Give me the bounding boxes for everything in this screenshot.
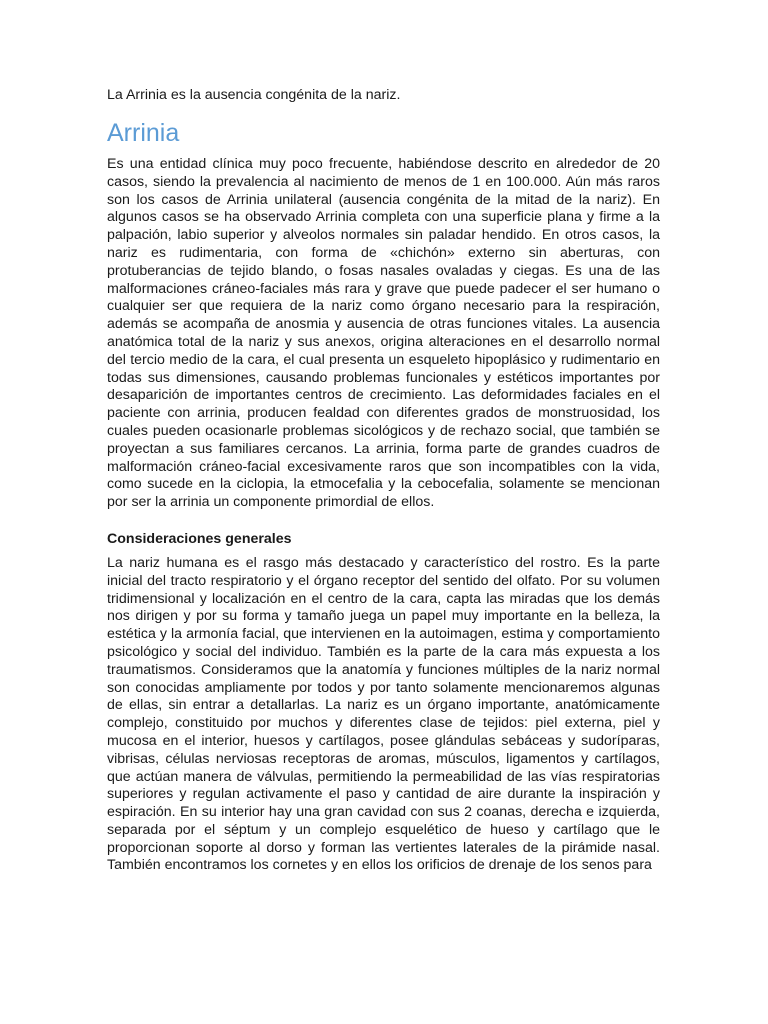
- intro-sentence: La Arrinia es la ausencia congénita de la nariz.: [107, 87, 401, 103]
- document-page: [107, 86, 660, 875]
- paragraph-intro-arrinia: Es una entidad clínica muy poco frecuente, habiéndose descrito en alrededor de 20 casos, siendo la prevalencia al nacimiento de menos de 1 en 100.000. Aún más raros son los casos de Arrinia unilateral (ausencia congénita de la mitad de la nariz). En algunos casos se ha observado Arrinia completa con una superficie plana y firme a la palpación, labio superior y alveolos normales sin paladar hendido. En otros casos, la nariz es rudimentaria, con forma de «chichón» externo sin aberturas, con protuberancias de tejido blando, o fosas nasales ovaladas y ciegas. Es una de las malformaciones cráneo-faciales más rara y grave que puede padecer el ser humano o cualquier ser que requiera de la nariz como órgano necesario para la respiración, además se acompaña de anosmia y ausencia de otras funciones vitales. La ausencia anatómica total de la nariz y sus anexos, origina alteraciones en el desarrollo normal del tercio medio de la cara, el cual presenta un esqueleto hipoplásico y rudimentario en todas sus dimensiones, causando problemas funcionales y estéticos importantes por desaparición de importantes centros de crecimiento. Las deformidades faciales en el paciente con arrinia, producen fealdad con diferentes grados de monstruosidad, los cuales pueden ocasionarle problemas sicológicos y de rechazo social, que también se proyectan a sus familiares cercanos. La arrinia, forma parte de grandes cuadros de malformación cráneo-facial excesivamente raros que son incompatibles con la vida, como sucede en la ciclopia, la etmocefalia y la cebocefalia, solamente se mencionan por ser la arrinia un componente primordial de ellos.: [107, 156, 660, 511]
- paragraph-general-considerations: La nariz humana es el rasgo más destacado y característico del rostro. Es la parte inicial del tracto respiratorio y el órgano receptor del sentido del olfato. Por su volumen tridimensional y localización en el centro de la cara, capta las miradas que los demás nos dirigen y por su forma y tamaño juega un papel muy importante en la belleza, la estética y la armonía facial, que intervienen en la autoimagen, estima y comportamiento psicológico y social del individuo. También es la parte de la cara más expuesta a los traumatismos. Consideramos que la anatomía y funciones múltiples de la nariz normal son conocidas ampliamente por todos y por tanto solamente mencionaremos algunas de ellas, sin entrar a detallarlas. La nariz es un órgano importante, anatómicamente complejo, constituido por muchos y diferentes clase de tejidos: piel externa, piel y mucosa en el interior, huesos y cartílagos, posee glándulas sebáceas y sudoríparas, vibrisas, células nerviosas receptoras de aromas, músculos, ligamentos y cartílagos, que actúan manera de válvulas, permitiendo la permeabilidad de las vías respiratorias superiores y regulan activamente el paso y cantidad de aire durante la inspiración y espiración. En su interior hay una gran cavidad con sus 2 coanas, derecha e izquierda, separada por el séptum y un complejo esquelético de hueso y cartílago que le proporcionan soporte al dorso y forman las vertientes laterales de la pirámide nasal. También encontramos los cornetes y en ellos los orificios de drenaje de los senos para: [107, 554, 660, 874]
- section-heading: Consideraciones generales: [107, 530, 292, 547]
- page-title: Arrinia: [107, 119, 180, 147]
